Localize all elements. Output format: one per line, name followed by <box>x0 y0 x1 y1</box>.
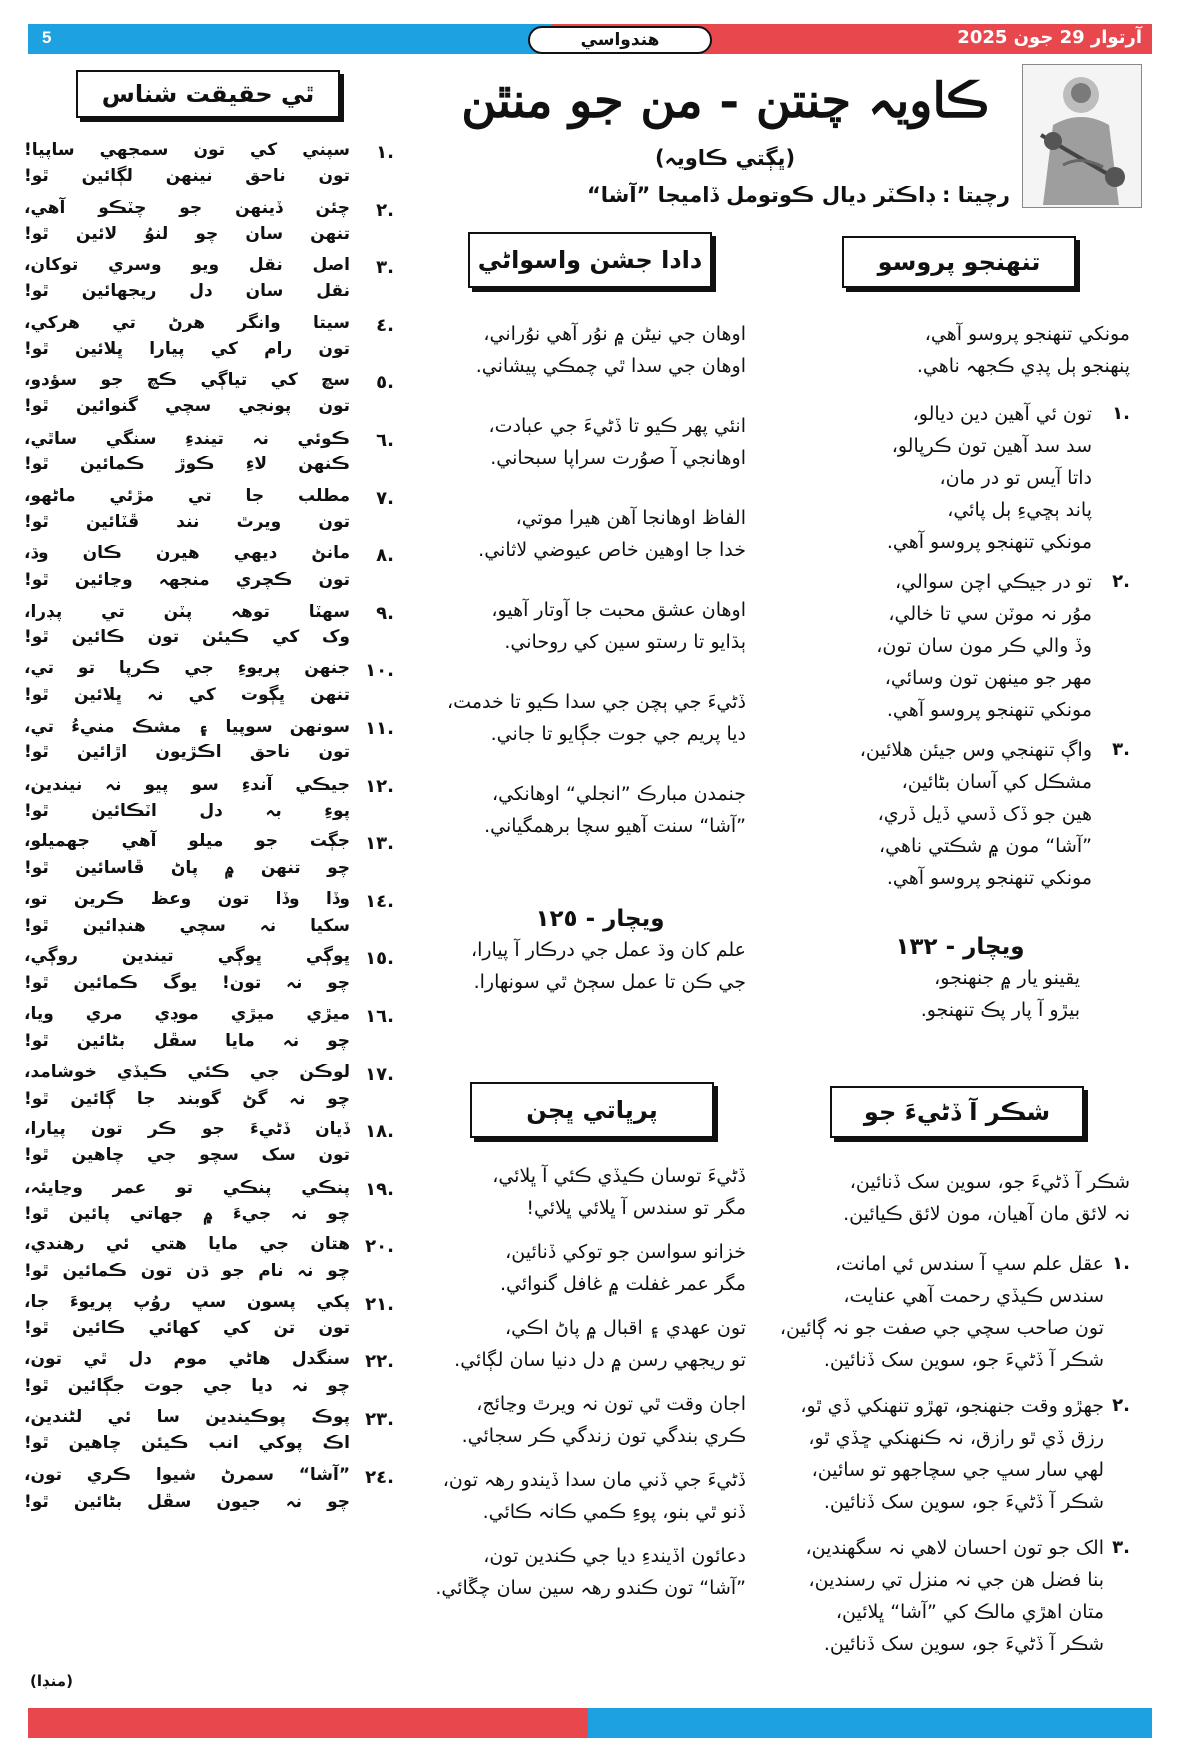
vichar-125-text: علم کان وڌ عمل جي درڪار آ پيارا، جي ڪن تا عمل سڄڻ ٿي سونهارا. <box>470 939 746 993</box>
verse-row: ٤. سيتا وانگر هرڻ تي هرکي، تون رام کي پيارا ڀلائين ٿو! <box>24 312 394 359</box>
couplet: انئي پهر ڪيو تا ڏڻيءَ جي عبادت، اوهانجي آ صوُرت سراپا سبحاني. <box>488 415 746 469</box>
poem-shukar <box>779 1166 1130 1660</box>
poem-dada <box>430 318 746 842</box>
vichar-132-title: ويچار - ١٣٢ <box>895 934 1025 960</box>
stanza: ١. تون ئي آهين دين ديالو، سد سد آهين تون ڪرپالو، داتا آيس تو در مان، پاند ٻڇيءِ ٻل پائي، مونکي تنهنجو پروسو آهي. <box>886 403 1130 553</box>
couplet: ڏڻيءَ جي ٻچن جي سدا ڪيو تا خدمت، ديا پريم جي جوت جڳايو تا جاني. <box>447 691 746 745</box>
verse-row: ١٩. پنڪي پنڪي تو عمر وڃايئہ، چو نہ جيءَ ۾ جهاتي پائين ٿو! <box>24 1177 394 1224</box>
poem-parwaso <box>800 318 1130 894</box>
verse-row: ١٤. وڏا وڏا تون وعظ ڪرين تو، سکيا نہ سچي هنڊائين ٿو! <box>24 888 394 936</box>
verse-row: ١٥. ڀوڳي ڀوڳي تيندين روڳي، چو نہ تون! يوگ ڪمائين ٿو! <box>24 946 394 994</box>
section-heading-parwaso: تنهنجو پروسو <box>842 236 1076 288</box>
footer-blue-band <box>588 1708 1152 1738</box>
vichar-125-title: ويچار - ١٢٥ <box>535 906 665 932</box>
verse-row: ١٧. لوڪن جي ڪئي ڪيڏي خوشامد، چو نہ گڻ گوبند جا ڳائين ٿو! <box>24 1061 394 1109</box>
verse-row: ٢١. پکي پسون سڀ روُپ پريوءَ جا، تون تن کي کهائي ڪائين ٿو! <box>24 1291 394 1338</box>
stanza: ٢. جهڙو وقت جنهنجو، تهڙو تنهنکي ڏي ٿو، رزق ڏي ٿو رازق، نہ ڪنهنکي ڇڏي ٿو، لهي سار سڀ جي سچاجهو تو سائين، شڪر آ ڏڻيءَ جو، سوين سک ڏنائين. <box>800 1395 1130 1513</box>
verse-row: ٣. اصل نقل ويو وسري توکان، نقل سان دل ريجهائين ٿو! <box>24 255 394 302</box>
couplet: جنمدن مبارڪ ”انجلي“ اوهانکي، ”آشا“ سنت آهيو سچا برهمگياني. <box>484 783 746 837</box>
verse-row: ١٠. جنهن پريوءِ جي ڪرپا تو تي، تنهن ڀڳوت کي نہ ڀلائين ٿو! <box>24 658 394 706</box>
poem-parbhati <box>420 1160 746 1604</box>
stanza: ٣. الک جو تون احسان لاهي نہ سگهندين، بنا فضل هن جي نہ منزل تي رسندين، متان اهڙي مالڪ کي ”آشا“ ڀلائين، شڪر آ ڏڻيءَ جو، سوين سک ڏنائين. <box>805 1537 1130 1655</box>
verse-row: ٢٤. ”آشا“ سمرڻ شيوا ڪري تون، چو نہ جيون سڦل بڻائين ٿو! <box>24 1464 394 1512</box>
page-number: 5 <box>42 28 52 47</box>
issue-date: آرتوار 29 جون 2025 <box>957 27 1142 48</box>
verse-row: ٧. مطلب جا تي مڙئي ماڻهو، تون ويرٿ نند ڦٽائين ٿو! <box>24 485 394 532</box>
verse-row: ٩. سهٽا توهہ پٽن تي پڊرا، وک کي ڪيئن تون ڪائين ٿو! <box>24 601 394 647</box>
couplet: اوهان عشق محبت جا آوتار آهيو، ٻڌايو تا رستو سين کي روحاني. <box>491 599 746 653</box>
couplet: دعائون اڏيندءِ ديا جي ڪندين تون، ”آشا“ تون ڪندو رهہ سين سان چڱائي. <box>435 1545 746 1599</box>
couplet: الفاظ اوهانجا آهن هيرا موتي، خدا جا اوهين خاص عيوضي لاثاني. <box>478 507 746 561</box>
verse-list-haqeeqat <box>24 140 394 1522</box>
saraswati-illustration <box>1022 64 1142 208</box>
stanza: ٢. تو در جيڪي اچن سوالي، موُر نہ موٽن سي تا خالي، وڏ والي ڪر مون سان تون، مهر جو مينهن تون وسائي، مونکي تنهنجو پروسو آهي. <box>876 571 1130 721</box>
section-heading-haqeeqat: ٿي حقيقت شناس <box>76 70 340 118</box>
verse-row: ٢٣. پوڪ پوڪيندين سا ئي لڻندين، اڪ پوکي انب ڪيئن چاهين ٿو! <box>24 1407 394 1454</box>
poem-intro: مونکي تنهنجو پروسو آهي، پنهنجو ٻل پڊي ڪجهہ ناهي. <box>916 323 1130 377</box>
couplet: خزانو سواسن جو توکي ڏنائين، مگر عمر غفلت ۾ غافل گنوائي. <box>499 1241 746 1295</box>
verse-row: ٢٢. سنگدل هاڻي موم دل ٿي تون، چو نہ ديا جي جوت جڳائين ٿو! <box>24 1349 394 1397</box>
verse-row: ١٦. ميڙي ميڙي موڊي مري ويا، چو نہ مايا سڦل بڻائين ٿو! <box>24 1003 394 1051</box>
header-blue-band <box>28 24 552 54</box>
couplet: اوهان جي نيڻن ۾ نوُر آهي نوُراني، اوهان جي سدا ٿي چمڪي پيشاني. <box>475 323 746 377</box>
header-bar <box>28 24 1152 54</box>
verse-row: ٦. ڪوئي نہ تيندءِ سنگي ساٿي، ڪنهن لاءِ ڪوڙ ڪمائين ٿو! <box>24 428 394 474</box>
couplet: ڏڻيءَ توسان ڪيڏي ڪئي آ ڀلائي، مگر تو سندس آ ڀلائي ڀلائي! <box>492 1165 746 1219</box>
continued-note: (منڊا) <box>30 1672 73 1690</box>
verse-row: ٨. مانڻ ديهي هيرن ڪان وڌ، تون ڪچري منجهہ وڃائين ٿو! <box>24 543 394 591</box>
verse-row: ١٢. جيڪي آندءِ سو پيو نہ نيندين، پوءِ بہ دل اٽڪائين ٿو! <box>24 774 394 821</box>
verse-row: ١. سپني کي تون سمجهي ساپيا! تون ناحق نينهن لڳائين ٿو! <box>24 140 394 186</box>
couplet: تون عهدي ۽ اقبال ۾ پاڻ اڪي، تو ريجهي رسن ۾ دل دنيا سان لڳائي. <box>454 1317 746 1371</box>
section-heading-dada: دادا جشن واسواڻي <box>468 232 712 288</box>
verse-row: ١٣. جڳت جو ميلو آهي جهميلو، چو تنهن ۾ پاڻ ڦاسائين ٿو! <box>24 831 394 879</box>
masthead-logo: هندواسي <box>528 26 712 54</box>
stanza: ٣. واڳ تنهنجي وس جيئن هلائين، مشڪل کي آسان بڻائين، هين جو ڏک ڏسي ڏيل ڏري، ”آشا“ مون ۾ شڪتي ناهي، مونکي تنهنجو پروسو آهي. <box>859 739 1130 889</box>
couplet: ڏڻيءَ جي ڏني مان سدا ڏيندو رهہ تون، ڏنو ٿي بنو، پوءِ ڪمي ڪانہ ڪائي. <box>442 1469 746 1523</box>
verse-row: ٢. چئن ڏينهن جو چٽڪو آهي، تنهن سان چو لنوُ لائين ٿو! <box>24 197 394 244</box>
couplet: اجان وقت ٿي تون نہ ويرٿ وڃائج، ڪري بندگي تون زندگي ڪر سجائي. <box>461 1393 746 1447</box>
footer-bar <box>28 1708 1152 1738</box>
verse-row: ١١. سونهن سوپيا ۽ مشڪ منيءُ تي، تون ناحق اڪڙيون اڙائين ٿو! <box>24 716 394 762</box>
verse-row: ١٨. ڏيان ڏڻيءَ جو ڪر تون پيارا، تون سک سچو جي چاهين ٿو! <box>24 1119 394 1166</box>
verse-row: ٥. سچ کي تياڳي ڪچ جو سؤدو، تون پونجي سچي گنوائين ٿو! <box>24 370 394 417</box>
page-title: ڪاويہ چنتن - من جو منٿن <box>461 73 989 129</box>
poem-intro: شڪر آ ڏڻيءَ جو، سوين سک ڏنائين، نہ لائق مان آهيان، مون لائق ڪيائين. <box>843 1171 1130 1225</box>
page-subtitle: (ڀڳتي ڪاويہ) <box>654 146 796 170</box>
stanza: ١. عقل علم سڀ آ سندس ئي امانت، سندس ڪيڏي رحمت آهي عنايت، تون صاحب سچي جي صفت جو نہ ڳائين، شڪر آ ڏڻيءَ جو، سوين سک ڏنائين. <box>779 1253 1130 1371</box>
section-heading-shukar: شڪر آ ڏڻيءَ جو <box>830 1086 1084 1138</box>
footer-red-band <box>28 1708 588 1738</box>
author-credit: رچيتا : ڊاڪٽر ديال ڪوتومل ڏاميجا ”آشا“ <box>586 183 1010 207</box>
verse-row: ٢٠. هتان جي مايا هتي ئي رهندي، چو نہ نام جو ڌن تون ڪمائين ٿو! <box>24 1234 394 1282</box>
section-heading-parbhati: پرڀاتي ڀڄن <box>470 1082 714 1138</box>
vichar-132-text: يقينو يار ۾ جنهنجو، بيڙو آ پار پڪ تنهنجو. <box>920 967 1080 1021</box>
